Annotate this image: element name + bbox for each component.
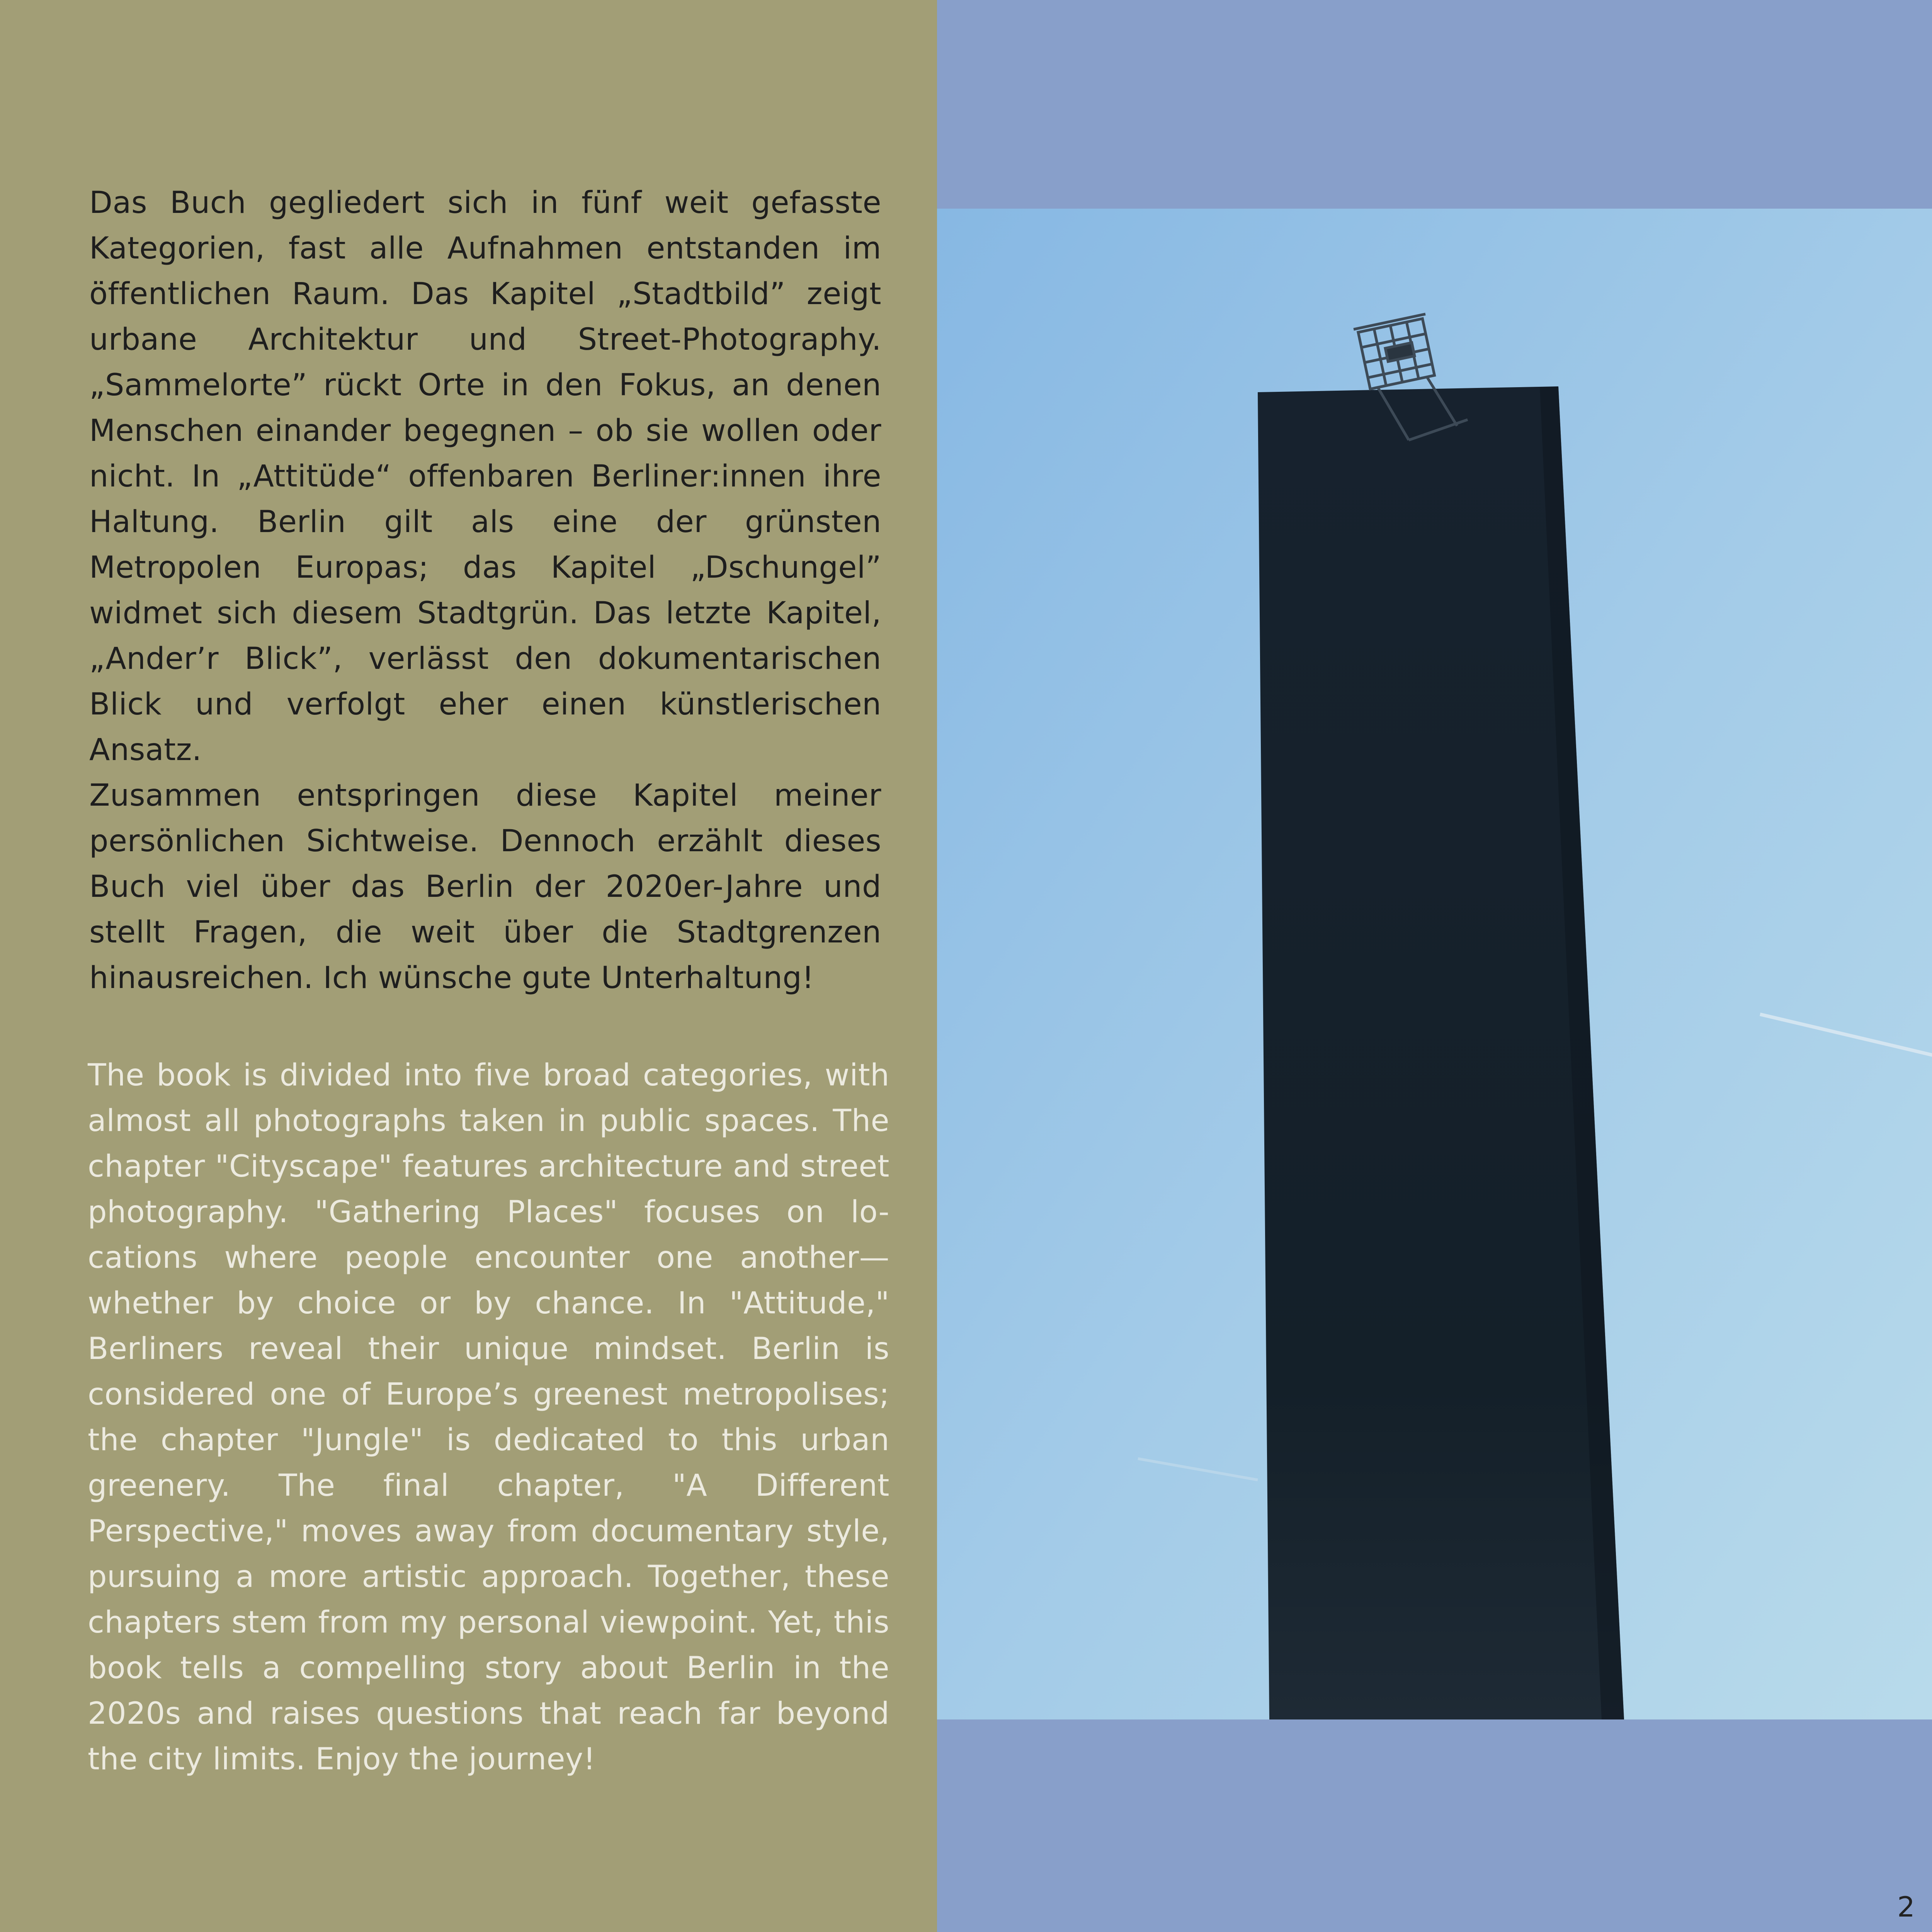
english-text-block — [88, 1053, 889, 1782]
german-paragraph-2: Zusammen entspringen diese Kapitel meiner persönlichen Sichtweise. Dennoch erzählt dieses Buch viel über das Berlin der 2020er-Jahre und stellt Fragen, die weit über die Stadtgrenzen hinausreichen. Ich wünsche gute Unterhaltung! — [89, 778, 881, 995]
page-number: 2 — [1897, 1891, 1915, 1923]
english-paragraph-1: The book is divided into five broad categories, with almost all photographs taken in public spaces. The chapter "Cityscape" features architecture and street photography. "Gathering Places" focuses on lo-cations where people encounter one another—whether by choice or by chance. In "Attitude," Berliners reveal their unique mindset. Berlin is considered one of Europe’s greenest metropolises; the chapter "Jungle" is dedicated to this urban greenery. The final chapter, "A Different Perspective," moves away from documentary style, pursuing a more artistic approach. Together, these chapters stem from my personal viewpoint. Yet, this book tells a compelling story about Berlin in the 2020s and raises questions that reach far beyond the city limits. Enjoy the journey! — [88, 1058, 889, 1777]
german-text-block — [89, 180, 881, 1001]
german-paragraph-1: Das Buch gegliedert sich in fünf weit gefasste Kategorien, fast alle Aufnahmen entstanden im öffentlichen Raum. Das Kapitel „Stadtbild” zeigt urbane Architektur und Street-Photography. „Sammelorte” rückt Orte in den Fokus, an denen Menschen einander begegnen – ob sie wollen oder nicht. In „Attitüde“ offenbaren Berliner:innen ihre Haltung. Berlin gilt als eine der grünsten Metropolen Europas; das Kapitel „Dschungel” widmet sich diesem Stadtgrün. Das letzte Kapitel, „Ander’r Blick”, verlässt den dokumentarischen Blick und verfolgt eher einen künstlerischen Ansatz. — [89, 185, 881, 767]
tower-photo-illustration — [937, 209, 1932, 1719]
text-panel — [0, 0, 937, 1932]
tower-photograph — [937, 209, 1932, 1719]
